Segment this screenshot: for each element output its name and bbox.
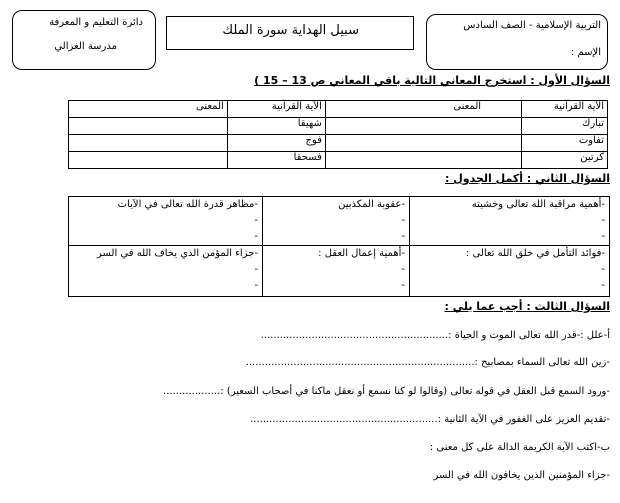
cell-label: -فوائد التأمل في خلق الله تعالى : [465, 248, 605, 259]
q3-item: -ورود السمع قبل العقل في قوله تعالى (وقالوا لو كنا نسمع أو نعقل ماكنا في أصحاب السعير) :.................. [163, 386, 610, 397]
table-cell[interactable] [68, 245, 263, 297]
table-cell[interactable] [409, 245, 610, 297]
meaning-cell[interactable] [325, 118, 521, 135]
cell-line: - [254, 264, 258, 275]
cell-line: - [401, 215, 405, 226]
meanings-table [68, 100, 608, 169]
meaning-cell[interactable] [69, 118, 228, 135]
student-info-box [426, 14, 608, 70]
cell-label: -عقوبة المكذبين [338, 199, 405, 210]
meaning-cell[interactable] [325, 152, 521, 169]
lesson-title-box [166, 16, 414, 50]
student-name-label: الإسم : [570, 47, 601, 58]
school-info-box [12, 10, 156, 70]
verse-cell: فوج [227, 135, 325, 152]
q1-title: السؤال الأول : استخرج المعاني التالية باقي المعاني ص 13 – 15 ) [254, 74, 610, 87]
cell-label: -أهمية إعمال العقل : [318, 248, 405, 259]
meaning-cell[interactable] [325, 135, 521, 152]
cell-line: - [601, 264, 605, 275]
cell-line: - [254, 231, 258, 242]
table-cell[interactable] [262, 196, 410, 246]
cell-line: - [601, 231, 605, 242]
q3-item: ب-اكتب الآية الكريمة الدالة على كل معنى : [429, 442, 610, 453]
verse-cell: فسحقا [227, 152, 325, 169]
q3-item: أ-علل :-قدر الله تعالى الموت و الحياة :........................................................... [260, 330, 610, 341]
cell-line: - [601, 215, 605, 226]
table-cell[interactable] [262, 245, 410, 297]
subject-grade: التربية الإسلامية - الصف السادس [463, 20, 601, 31]
school-name: مدرسة الغزالي [54, 41, 117, 52]
cell-label: -أهمية مراقبة الله تعالى وخشيته [471, 199, 605, 210]
verse-cell: شهيقا [227, 118, 325, 135]
cell-line: - [254, 280, 258, 291]
verse-cell: تبارك [522, 118, 608, 135]
meaning-cell[interactable] [69, 152, 228, 169]
verse-cell: كرتين [522, 152, 608, 169]
table-cell[interactable] [409, 196, 610, 246]
lesson-title: سبيل الهداية سورة الملك [222, 23, 359, 38]
q3-item: -جزاء المؤمنين الذين يخافون الله في السر [433, 470, 610, 481]
cell-line: - [254, 215, 258, 226]
cell-label: -مظاهر قدرة الله تعالى في الآيات [117, 199, 258, 210]
q3-title: السؤال الثالث : أجب عما يلي : [444, 300, 610, 313]
q2-title: السؤال الثاني : أكمل الجدول : [445, 172, 610, 185]
col-header-meaning: المعنى [69, 101, 228, 118]
cell-line: - [401, 280, 405, 291]
department-name: دائرة التعليم و المعرفة [49, 17, 143, 28]
cell-label: -جزاء المؤمن الذي يخاف الله في السر [96, 248, 258, 259]
col-header-verse: الآية القرآنية [522, 101, 608, 118]
q3-item: -تقديم العزيز على الغفور في الآية الثانية :........................................................... [250, 414, 610, 425]
col-header-meaning: المعنى [325, 101, 521, 118]
col-header-verse: الآية القرآنية [227, 101, 325, 118]
cell-line: - [401, 231, 405, 242]
verse-cell: تفاوت [522, 135, 608, 152]
table-cell[interactable] [68, 196, 263, 246]
meaning-cell[interactable] [69, 135, 228, 152]
cell-line: - [401, 264, 405, 275]
q3-item: -زين الله تعالى السماء بمصابيح :........................................................................ [245, 357, 610, 368]
cell-line: - [601, 280, 605, 291]
